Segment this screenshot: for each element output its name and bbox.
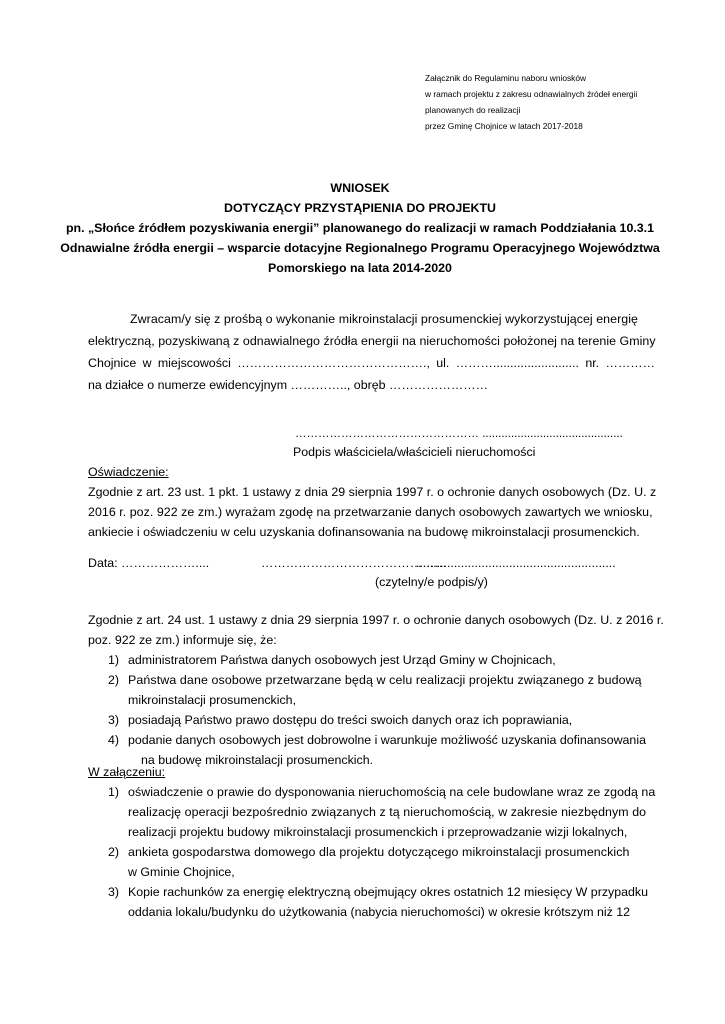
request-text: Zwracam/y się z prośbą o wykonanie mikroinstalacji prosumenckiej wykorzystującej energię bbox=[130, 312, 638, 326]
title-line: Pomorskiego na lata 2014-2020 bbox=[268, 261, 452, 275]
statement-section bbox=[88, 462, 655, 542]
statement-line: Zgodnie z art. 23 ust. 1 pkt. 1 ustawy z dnia 29 sierpnia 1997 r. o ochronie danych osobowych (Dz. U. z bbox=[88, 485, 657, 499]
attachments-list bbox=[88, 782, 655, 922]
signature-caption: (czytelny/e podpis/y) bbox=[375, 575, 488, 589]
list-item bbox=[88, 650, 655, 670]
request-word: w bbox=[142, 356, 152, 370]
list-number: 3) bbox=[108, 885, 120, 899]
list-text: posiadają Państwo prawo dostępu do treści swoich danych oraz ich poprawiania, bbox=[128, 713, 573, 727]
list-text: oświadczenie o prawie do dysponowania nieruchomością na cele budowlane wraz ze zgodą na bbox=[128, 785, 656, 799]
info-line: Zgodnie z art. 24 ust. 1 ustawy z dnia 29 sierpnia 1997 r. o ochronie danych osobowych (Dz. U. z 2016 r. bbox=[88, 613, 664, 627]
info-section bbox=[88, 610, 664, 770]
title-line: DOTYCZĄCY PRZYSTĄPIENIA DO PROJEKTU bbox=[224, 201, 496, 215]
list-text: ankieta gospodarstwa domowego dla projektu dotyczącego mikroinstalacji prosumenckich bbox=[128, 845, 630, 859]
date-field: Data: ……………….... bbox=[88, 556, 210, 570]
list-item bbox=[88, 842, 655, 882]
request-line-parcel: na działce o numerze ewidencyjnym ………….., obręb …………………… bbox=[88, 378, 489, 392]
attachments-heading: W załączeniu: bbox=[88, 765, 166, 779]
list-text: mikroinstalacji prosumenckich, bbox=[128, 693, 297, 707]
title-line: pn. „Słońce źródłem pozyskiwania energii” planowanego do realizacji w ramach Poddziałania 10.3.1 bbox=[65, 221, 655, 235]
list-text: Kopie rachunków za energię elektryczną obejmujący okres ostatnich 12 miesięcy W przypadku bbox=[128, 885, 648, 899]
list-number: 1) bbox=[108, 785, 120, 799]
attachments-section bbox=[88, 762, 655, 922]
annex-line: przez Gminę Chojnice w latach 2017-2018 bbox=[425, 121, 583, 131]
request-word: ul. bbox=[436, 356, 450, 370]
title-line: WNIOSEK bbox=[330, 181, 390, 195]
statement-line: 2016 r. poz. 922 ze zm.) wyrażam zgodę na przetwarzanie danych osobowych zawartych we wniosku, bbox=[88, 505, 653, 519]
list-text: na budowę mikroinstalacji prosumenckich. bbox=[141, 753, 374, 767]
list-text: oddania lokalu/budynku do użytkowania (nabycia nieruchomości) w okresie krótszym niż 12 bbox=[128, 905, 631, 919]
info-line: poz. 922 ze zm.) informuje się, że: bbox=[88, 633, 277, 647]
list-text: podanie danych osobowych jest dobrowolne i warunkuje możliwość uzyskania dofinansowania bbox=[128, 733, 646, 747]
signature-dots-1: ……………………………………… bbox=[261, 556, 447, 570]
list-text: realizację operacji bezpośrednio związanych z tą nieruchomością, w zakresie niezbędnym do bbox=[128, 805, 647, 819]
number-fill-in: ………… bbox=[605, 356, 655, 370]
list-number: 2) bbox=[108, 845, 120, 859]
annex-line: w ramach projektu z zakresu odnawialnych źródeł energii bbox=[425, 89, 638, 99]
list-text: realizacji projektu budowy mikroinstalacji prosumenckich i przeprowadzanie wizji lokalnych, bbox=[128, 825, 628, 839]
list-item bbox=[88, 670, 655, 710]
request-paragraph bbox=[88, 308, 655, 396]
list-item bbox=[88, 710, 655, 730]
list-number: 1) bbox=[108, 653, 120, 667]
locality-fill-in: ………………………………………., bbox=[237, 356, 430, 370]
annex-line: planowanych do realizacji bbox=[425, 105, 521, 115]
list-item bbox=[88, 782, 655, 842]
signature-dots-2: .......................................................... bbox=[416, 556, 616, 570]
info-list bbox=[88, 650, 655, 770]
request-line bbox=[88, 308, 655, 330]
statement-heading: Oświadczenie: bbox=[88, 465, 169, 479]
title-line: Odnawialne źródła energii – wsparcie dotacyjne Regionalnego Programu Operacyjnego Województwa bbox=[60, 241, 660, 255]
list-text: Państwa dane osobowe przetwarzane będą w celu realizacji projektu związanego z budową bbox=[128, 673, 642, 687]
request-word: miejscowości bbox=[157, 356, 231, 370]
request-word: Chojnice bbox=[88, 356, 137, 370]
request-word: nr. bbox=[585, 356, 600, 370]
owner-signature-line: ………………………………………… ............................................ bbox=[295, 428, 623, 440]
annex-note bbox=[425, 70, 685, 134]
request-line-locality bbox=[88, 352, 655, 374]
list-number: 4) bbox=[108, 733, 120, 747]
owner-signature-caption: Podpis właściciela/właścicieli nieruchomości bbox=[293, 445, 536, 459]
list-text: administratorem Państwa danych osobowych jest Urząd Gminy w Chojnicach, bbox=[128, 653, 556, 667]
list-item bbox=[88, 882, 655, 922]
street-fill-in: ………......................... bbox=[455, 356, 579, 370]
list-number: 2) bbox=[108, 673, 120, 687]
list-text: w Gminie Chojnice, bbox=[128, 865, 235, 879]
statement-line: ankiecie i oświadczeniu w celu uzyskania dofinansowania na budowę mikroinstalacji prosumenckich. bbox=[88, 525, 640, 539]
request-line: elektryczną, pozyskiwaną z odnawialnego źródła energii na nieruchomości położonej na terenie Gminy bbox=[88, 334, 656, 348]
annex-line: Załącznik do Regulaminu naboru wniosków bbox=[425, 73, 587, 83]
list-number: 3) bbox=[108, 713, 120, 727]
document-title bbox=[60, 178, 660, 278]
